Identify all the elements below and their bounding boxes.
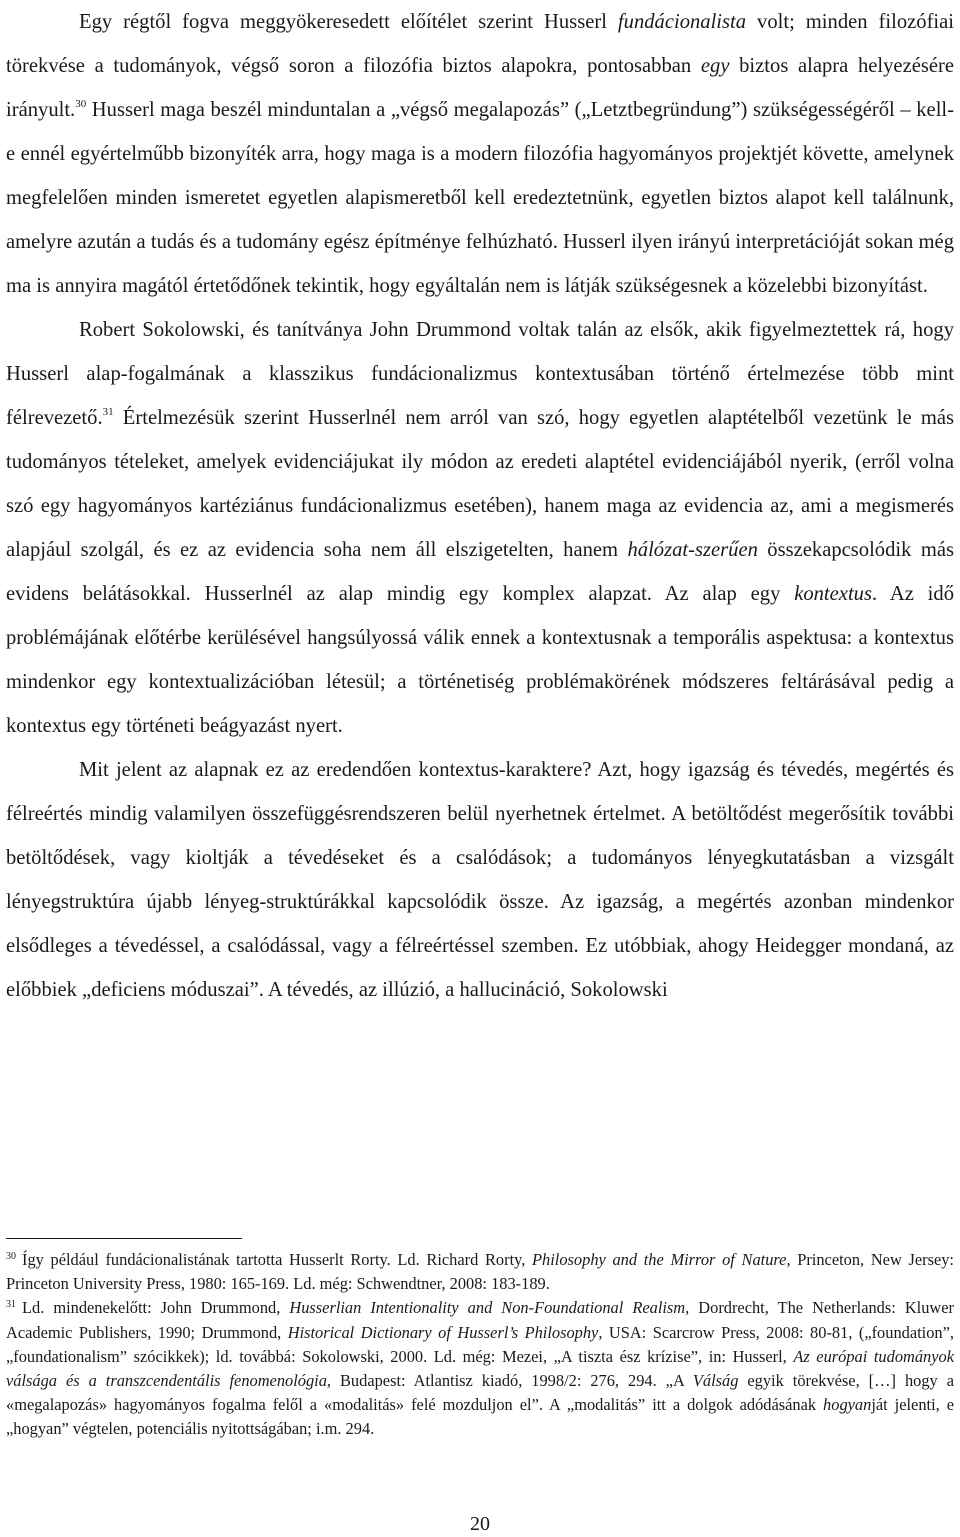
footnote-ref-31[interactable]: 31 <box>102 406 114 418</box>
text-span: volt; minden filozófiai törekvése a tudományok, végső soron a filozófia biztos alapokra, pontosabban <box>6 11 955 77</box>
footnotes <box>6 1248 954 1442</box>
paragraph-1 <box>6 0 954 308</box>
emphasis: Husserlian Intentionality and Non-Foundational Realism <box>289 1298 686 1318</box>
text-span: Robert Sokolowski, és tanítványa John Drummond voltak talán az elsők, akik figyelmeztettek rá, hogy Husserl alap-fogalmának a klasszikus fundácionalizmus kontextusában történő értelmezése több mint félrevezető. <box>6 319 954 429</box>
text-span: Ld. mindenekelőtt: John Drummond, <box>22 1298 290 1318</box>
paragraph-3 <box>6 748 954 1012</box>
emphasis: fundácionalista <box>617 11 747 33</box>
text-span: egyik törekvése, […] hogy a «megalapozás» hagyományos fogalma felől a «modalitás» felé mozduljon el”. A „modalitás” itt a dolgok adódásának <box>6 1371 954 1415</box>
text-span: , Budapest: Atlantisz kiadó, 1998/2: 276, 294. „A <box>326 1371 693 1391</box>
text-span: ját jelenti, e „hogyan” végtelen, potenciális nyitottságában; i.m. 294. <box>6 1395 954 1439</box>
text-span: Mit jelent az alapnak ez az eredendően kontextus-karaktere? Azt, hogy igazság és tévedés, megértés és félreértés mindig valamilyen összefüggésrendszeren belül nyerhetnek értelmet. A betöltődést megerősítik további betöltődések, vagy kioltják a tévedéseket és a csalódások; a tudományos lényegkutatásban a vizsgált lényegstruktúra újabb lényeg-struktúrákkal kapcsolódik össze. Az igazság, a megértés azonban mindenkor elsődleges a tévedéssel, a csalódással, vagy a félreértéssel szemben. Ez utóbbiak, ahogy Heidegger mondaná, az előbbiek „deficiens móduszai”. A tévedés, az illúzió, a hallucináció, Sokolowski <box>6 759 954 1001</box>
text-span: Egy régtől fogva meggyökeresedett előítélet szerint Husserl <box>79 11 618 33</box>
emphasis: Az európai tudományok válsága és a transzcendentális fenomenológia <box>6 1346 954 1391</box>
emphasis: Válság <box>692 1371 739 1391</box>
footnote-number: 30 <box>6 1251 16 1262</box>
text-span: . Az idő problémájának előtérbe kerülésével hangsúlyossá válik ennek a kontextusnak a temporális aspektusa: a kontextus mindenkor egy kontextualizációban létesül; a történetiség problémakörének módszeres feltárásával pedig a kontextus egy történeti beágyazást nyert. <box>6 583 954 737</box>
footnote-30 <box>6 1248 954 1296</box>
footnote-number: 31 <box>6 1299 16 1311</box>
paragraph-2 <box>6 308 954 748</box>
text-span: összekapcsolódik más evidens belátásokkal. Husserlnél az alap mindig egy komplex alapzat. Az alap egy <box>6 539 954 605</box>
emphasis: egy <box>700 55 730 77</box>
emphasis: Historical Dictionary of Husserl’s Philosophy <box>287 1322 599 1342</box>
text-span: Így például fundácionalistának tartotta Husserlt Rorty. Ld. Richard Rorty, <box>22 1250 533 1269</box>
footnote-ref-30[interactable]: 30 <box>75 98 87 110</box>
emphasis: Philosophy and the Mirror of Nature <box>532 1250 787 1269</box>
text-span: Értelmezésük szerint Husserlnél nem arról van szó, hogy egyetlen alaptételből vezetünk le más tudományos tételeket, amelyek evidenciájukat ily módon az eredeti alaptétel evidenciájából nyerik, (erről volna szó egy hagyományos kartéziánus fundácionalizmus esetében), hanem maga az evidencia az, ami a megismerés alapjául szolgál, és ez az evidencia soha nem áll elszigetelten, hanem <box>6 407 954 561</box>
emphasis: kontextus <box>794 583 872 605</box>
page-number: 20 <box>470 1513 490 1535</box>
text-span: Husserl maga beszél minduntalan a „végső megalapozás” („Letztbegründung”) szükségességéről – kell-e ennél egyértelműbb bizonyíték arra, hogy maga is a modern filozófia hagyományos projektjét követte, amelynek megfelelően minden ismeretet egyetlen alapismeretből kell eredeztetnünk, egyetlen biztos alapot kell találnunk, amelyre azután a tudás és a tudomány egész építménye felhúzható. Husserl ilyen irányú interpretációját sokan még ma is annyira magától értetődőnek tekintik, hogy egyáltalán nem is látják szükségesnek a közelebbi bizonyítást. <box>6 99 954 297</box>
main-text <box>6 0 954 1012</box>
footnote-31 <box>6 1296 954 1441</box>
text-span: , Princeton, New Jersey: Princeton University Press, 1980: 165-169. Ld. még: Schwendtner, 2008: 183-189. <box>6 1250 954 1294</box>
text-span: biztos alapra helyezésére irányult. <box>6 55 954 121</box>
emphasis: hogyan <box>823 1395 872 1415</box>
text-span: , Dordrecht, The Netherlands: Kluwer Academic Publishers, 1990; Drummond, <box>6 1298 954 1342</box>
footnote-separator <box>6 1238 242 1239</box>
emphasis: hálózat-szerűen <box>627 539 758 561</box>
text-span: , USA: Scarcrow Press, 2008: 80-81, („foundation”, „foundationalism” szócikkek); ld. továbbá: Sokolowski, 2000. Ld. még: Mezei, „A tiszta ész krízise”, in: Husserl, <box>6 1322 954 1366</box>
